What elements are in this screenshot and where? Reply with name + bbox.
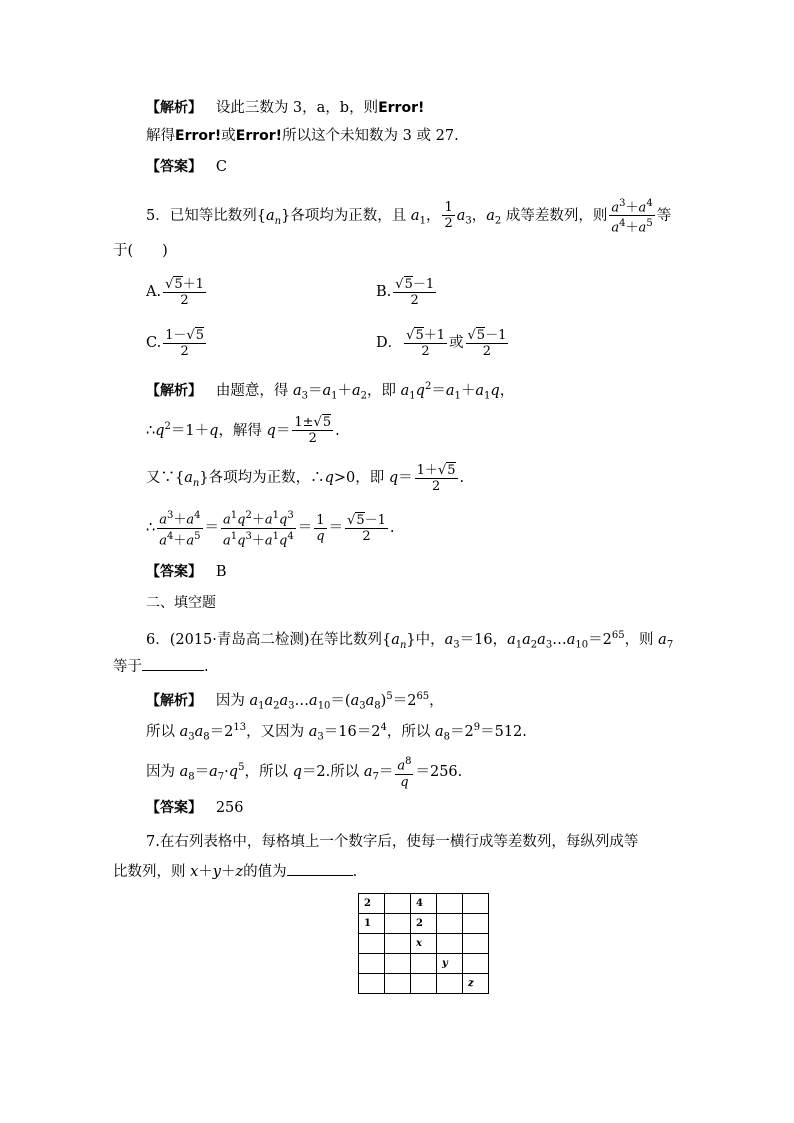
q4-analysis-line	[146, 98, 424, 118]
q5-analysis-line4: ∴ $\frac{a^3+a^4}{a^4+a^5}$ ＝ $\frac{a^1q^2+a^1q^3}{a^1q^3+a^1q^4}$ ＝ $\frac{1}{q}$ ＝ $\frac{√5-1}{2}$ .	[146, 510, 395, 548]
grid-cell	[359, 934, 385, 954]
grid-cell	[385, 934, 411, 954]
q6-stem-line2: 等于 .	[113, 656, 209, 677]
grid-row	[359, 914, 489, 934]
grid-cell: x	[411, 934, 437, 954]
grid-cell	[463, 914, 489, 934]
q5-stem-mid2: 成等差数列，则	[501, 207, 608, 224]
grid-cell: 1	[359, 914, 385, 934]
q5-half-frac: $\frac{1}{2}$	[444, 200, 453, 232]
q7-stem-line1: 7.在右列表格中，每格填上一个数字后，使每一横行成等差数列，每纵列成等	[146, 834, 639, 850]
grid-row	[359, 954, 489, 974]
q5-answer: B	[215, 564, 227, 580]
q4-analysis-tag: 【解析】	[146, 100, 202, 116]
q5-stem-line2-text: 于( )	[113, 243, 168, 259]
grid-cell	[411, 974, 437, 994]
q7-stem-line2: 比数列，则 x＋y＋z的值为 .	[113, 861, 357, 882]
q5-option-b: B. $\frac{√5-1}{2}$	[376, 276, 435, 308]
grid-cell	[411, 954, 437, 974]
grid-cell	[385, 914, 411, 934]
grid-cell: 2	[359, 894, 385, 914]
q5-analysis-tag: 【解析】	[146, 382, 202, 399]
section-title: 二、填空题	[146, 595, 216, 611]
grid-row	[359, 894, 489, 914]
grid-row	[359, 974, 489, 994]
q4-error-text-2: Error!	[175, 128, 222, 144]
q5-option-d: D． $\frac{√5+1}{2}$ 或 $\frac{√5-1}{2}$	[376, 327, 507, 359]
q6-answer-line	[146, 798, 244, 818]
q5-ratio-frac: $\frac{a^3+a^4}{a^4+a^5}$	[611, 198, 653, 236]
grid-cell	[437, 934, 463, 954]
grid-cell	[463, 934, 489, 954]
q4-line2-part1: 解得	[146, 128, 175, 144]
grid-cell	[385, 974, 411, 994]
q7-number-grid	[358, 893, 489, 994]
q5-option-c: C. $\frac{1-√5}{2}$	[146, 327, 205, 359]
q4-line2-or: 或	[221, 128, 236, 144]
q4-analysis-text: 设此三数为 3，a，b，则	[215, 100, 379, 116]
q4-answer-tag: 【答案】	[146, 159, 202, 175]
q6-answer-tag: 【答案】	[146, 800, 202, 816]
q6-analysis-tag: 【解析】	[146, 692, 202, 709]
q6-answer: 256	[215, 800, 244, 816]
grid-cell: 2	[411, 914, 437, 934]
q4-answer-line	[146, 157, 227, 177]
q5-analysis-line3: 又$\because\{a_n\}$各项均为正数，∴q>0，即 q＝ $\frac{1+√5}{2}$ .	[146, 462, 465, 494]
q6-analysis-line2: 所以 $a_3a_8=2^{13}$，又因为 $a_3=16=2^4$，所以 $a_8=2^9=512$.	[146, 722, 527, 743]
q6-analysis-line3: 因为 $a_8=a_7\cdot q^5$，所以 q＝2.所以 $a_7=$ $\frac{a^8}{q}$ ＝256.	[146, 756, 463, 790]
q6-stem-line1: 6．(2015·青岛高二检测)在等比数列$\{a_n\}$中，$a_3=16$，$a_1a_2a_3\dots a_{10}=2^{65}$，则 $a_7$	[146, 630, 674, 651]
grid-cell: z	[463, 974, 489, 994]
q5-stem-intro: 5．已知等比数列{	[146, 207, 266, 224]
grid-cell	[463, 894, 489, 914]
grid-cell	[437, 974, 463, 994]
grid-cell	[437, 894, 463, 914]
q4-solution-line	[146, 126, 459, 146]
q5-answer-line	[146, 562, 226, 582]
grid-row	[359, 934, 489, 954]
q5-stem-line1: 5．已知等比数列$\{a_n\}$各项均为正数，且 $a_1$， $\frac{1}{2}$ $a_3$，$a_2$ 成等差数列，则 $\frac{a^3+a^4}{a^4+a^5}$ 等	[146, 198, 672, 236]
q5-stem-end: 等	[656, 207, 672, 224]
grid-cell	[385, 954, 411, 974]
q4-error-text-3: Error!	[235, 128, 283, 144]
q5-stem-mid: }各项均为正数，且	[281, 207, 411, 224]
grid-cell	[359, 954, 385, 974]
q6-blank	[142, 656, 204, 671]
q4-line2-tail: 所以这个未知数为 3 或 27.	[282, 128, 459, 144]
q4-answer: C	[215, 159, 227, 175]
grid-cell	[437, 914, 463, 934]
grid-cell	[385, 894, 411, 914]
q7-blank	[287, 861, 353, 876]
q5-option-a: A. $\frac{√5+1}{2}$	[146, 276, 204, 308]
q6-analysis-line1: 【解析】 因为 $a_1a_2a_3\dots a_{10}=(a_3a_8)^5=2^{65}$，	[146, 691, 444, 712]
grid-cell	[359, 974, 385, 994]
q5-analysis-line1: 【解析】 由题意，得 $a_3=a_1+a_2$，即 $a_1q^2=a_1+a_1q$，	[146, 381, 515, 402]
q5-analysis-line2: $\therefore q^2=1+q$，解得 q＝ $\frac{1\pm√5}{2}$ .	[146, 415, 340, 447]
grid-cell: y	[437, 954, 463, 974]
q4-error-text: Error!	[378, 100, 425, 116]
q5-answer-tag: 【答案】	[146, 564, 202, 580]
grid-cell	[463, 954, 489, 974]
q5-stem-line2	[113, 241, 168, 261]
grid-cell: 4	[411, 894, 437, 914]
